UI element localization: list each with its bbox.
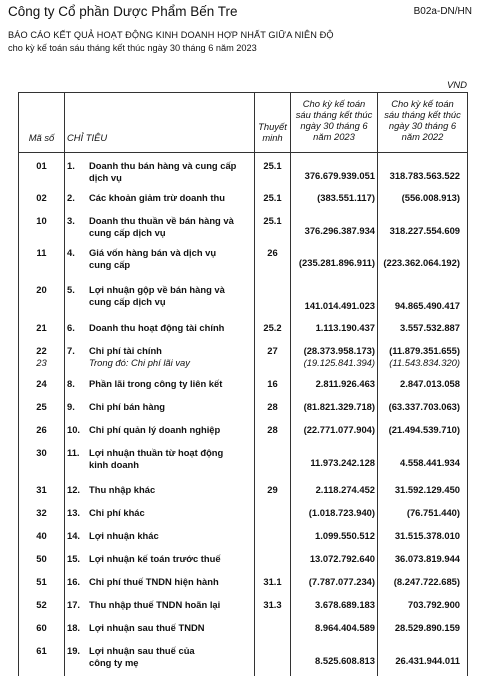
row-label-line: Lợi nhuận sau thuế của [89,645,195,656]
column-divider [377,93,378,676]
header-period-line: năm 2023 [313,131,355,142]
row-label-line: Doanh thu thuần về bán hàng và [89,215,234,226]
row-value-2023: 8.525.608.813 [315,655,375,666]
row-code: 52 [36,599,47,610]
row-label-line: Doanh thu hoạt động tài chính [89,322,225,333]
row-label [89,160,249,183]
row-number: 16. [67,576,81,587]
row-label [89,322,249,334]
row-note: 28 [267,424,278,435]
row-value-2022: 28.529.890.159 [394,622,460,633]
row-note: 28 [267,401,278,412]
row-note: 25.2 [263,322,282,333]
row-number: 14. [67,530,81,541]
row-value-2022: 94.865.490.417 [394,300,460,311]
row-number: 7. [67,345,75,356]
row-number: 12. [67,484,81,495]
row-label-line: Lợi nhuận khác [89,530,159,541]
row-value-2023: 3.678.689.183 [315,599,375,610]
row-code: 22 [36,345,47,356]
column-divider [254,93,255,676]
row-value-2022: 31.592.129.450 [394,484,460,495]
row-code: 20 [36,284,47,295]
row-code: 40 [36,530,47,541]
row-code: 50 [36,553,47,564]
row-label-line: Chi phí tài chính [89,345,162,356]
row-label-line: công ty mẹ [89,656,139,668]
row-label [89,553,249,565]
row-code: 10 [36,215,47,226]
row-value-2023: 1.113.190.437 [315,322,375,333]
row-number: 11. [67,447,80,458]
row-number: 3. [67,215,75,226]
row-number: 10. [67,424,81,435]
header-period-line: sáu tháng kết thúc [295,109,373,120]
row-value-2023: (81.821.329.718) [303,401,375,412]
row-label-line: cung cấp [89,258,131,270]
row-label-line: Chi phí quản lý doanh nghiệp [89,424,221,435]
row-label-line: Thu nhập thuế TNDN hoãn lại [89,599,221,610]
header-period-2022 [378,98,467,142]
row-value-2023: 11.973.242.128 [310,457,375,468]
row-code: 23 [36,357,47,368]
row-label [89,484,249,496]
column-divider [290,93,291,676]
row-label-line: cung cấp dịch vụ [89,295,166,307]
row-label-line: Doanh thu bán hàng và cung cấp [89,160,237,171]
row-note: 31.3 [263,599,282,610]
row-label-line: dịch vụ [89,171,122,183]
row-note: 31.1 [263,576,282,587]
row-code: 24 [36,378,47,389]
row-number: 13. [67,507,81,518]
row-value-2023: (22.771.077.904) [303,424,375,435]
row-value-2023: (7.787.077.234) [308,576,375,587]
header-item: CHỈ TIÊU [67,132,108,143]
document-reference: B02a-DN/HN [413,6,472,17]
row-label [89,447,249,470]
row-value-2023: (235.281.896.911) [298,257,375,268]
header-period-line: năm 2022 [401,131,444,142]
row-note: 25.1 [263,192,282,203]
row-label [89,215,249,238]
row-note: 29 [267,484,278,495]
header-note-line: minh [262,132,283,143]
row-value-2022: 31.515.378.010 [394,530,460,541]
row-label-line: Chi phí bán hàng [89,401,166,412]
row-note: 25.1 [263,215,282,226]
row-code: 31 [36,484,47,495]
row-value-2023: 376.296.387.934 [304,225,375,236]
row-value-2023: 1.099.550.512 [315,530,375,541]
row-number: 4. [67,247,75,258]
row-number: 5. [67,284,75,295]
row-label [89,284,249,307]
header-divider [19,152,467,153]
row-value-2023: 2.118.274.452 [315,484,375,495]
row-value-2022: 4.558.441.934 [400,457,460,468]
row-label-line: Các khoản giảm trừ doanh thu [89,192,225,203]
row-value-2022: (11.879.351.655) [389,345,460,356]
row-code: 51 [36,576,47,587]
row-number: 2. [67,192,75,203]
row-label-line: Thu nhập khác [89,484,156,495]
row-label [89,401,249,413]
row-value-2022: (8.247.722.685) [393,576,460,587]
row-label [89,645,249,668]
row-value-2022: 2.847.013.058 [400,378,460,389]
row-label [89,530,249,542]
row-value-2022: (11.543.834.320) [389,357,460,368]
row-number: 8. [67,378,75,389]
row-code: 26 [36,424,47,435]
header-note [255,121,290,143]
row-value-2023: (1.018.723.940) [308,507,375,518]
row-label-line: Lợi nhuận gộp về bán hàng và [89,284,225,295]
row-label [89,357,259,369]
row-code: 60 [36,622,47,633]
row-note: 25.1 [263,160,282,171]
row-code: 61 [36,645,47,656]
row-label-line: Trong đó: Chi phí lãi vay [89,357,190,368]
row-label [89,576,249,588]
row-code: 21 [36,322,47,333]
row-label-line: Giá vốn hàng bán và dịch vụ [89,247,217,258]
row-number: 1. [67,160,75,171]
row-value-2023: 13.072.792.640 [309,553,375,564]
header-code: Mã số [28,132,55,143]
row-label-line: cung cấp dịch vụ [89,226,166,238]
row-number: 15. [67,553,81,564]
row-value-2022: (63.337.703.063) [388,401,460,412]
currency-label: VND [446,80,467,91]
row-label [89,424,249,436]
row-value-2023: 2.811.926.463 [315,378,375,389]
row-code: 25 [36,401,47,412]
row-number: 9. [67,401,75,412]
row-value-2022: 26.431.944.011 [395,655,460,666]
column-divider [64,93,65,676]
row-value-2022: (21.494.539.710) [388,424,460,435]
income-statement-table [18,92,468,676]
header-period-line: Cho kỳ kế toán [391,98,454,109]
header-period-line: sáu tháng kết thúc [384,109,461,120]
header-period-line: ngày 30 tháng 6 [300,120,368,131]
row-number: 17. [67,599,81,610]
row-number: 6. [67,322,75,333]
row-value-2022: (223.362.064.192) [383,257,460,268]
row-value-2022: 36.073.819.944 [394,553,460,564]
row-label [89,345,249,357]
header-period-line: ngày 30 tháng 6 [388,120,457,131]
report-period: cho kỳ kế toán sáu tháng kết thúc ngày 30 tháng 6 năm 2023 [8,43,257,53]
row-number: 19. [67,645,81,656]
row-label-line: kinh doanh [89,458,139,470]
row-label-line: Phần lãi trong công ty liên kết [89,378,223,389]
header-period-2023 [291,98,377,142]
row-value-2023: (28.373.958.173) [303,345,375,356]
report-title: BÁO CÁO KẾT QUẢ HOẠT ĐỘNG KINH DOANH HỢP NHẤT GIỮA NIÊN ĐỘ [8,30,334,40]
row-code: 02 [36,192,47,203]
row-label-line: Chi phí thuế TNDN hiện hành [89,576,219,587]
row-note: 16 [267,378,278,389]
row-label [89,507,249,519]
row-label [89,192,249,204]
row-value-2022: 703.792.900 [407,599,460,610]
row-number: 18. [67,622,81,633]
company-name: Công ty Cổ phần Dược Phẩm Bến Tre [8,4,238,19]
row-value-2023: (19.125.841.394) [303,357,375,368]
header-period-line: Cho kỳ kế toán [302,98,366,109]
row-label [89,622,249,634]
row-code: 01 [36,160,47,171]
row-label-line: Lợi nhuận sau thuế TNDN [89,622,205,633]
row-code: 32 [36,507,47,518]
row-value-2022: 318.227.554.609 [389,225,460,236]
row-note: 27 [267,345,278,356]
row-code: 11 [36,247,47,258]
row-label-line: Lợi nhuận kế toán trước thuế [89,553,221,564]
row-value-2022: 3.557.532.887 [400,322,460,333]
row-label [89,378,249,390]
row-code: 30 [36,447,47,458]
row-note: 26 [267,247,278,258]
row-label [89,247,249,270]
header-note-line: Thuyết [258,121,287,132]
row-value-2022: (556.008.913) [401,192,460,203]
row-label-line: Chi phí khác [89,507,145,518]
row-value-2022: (76.751.440) [406,507,460,518]
row-value-2023: (383.551.117) [317,192,375,203]
row-label-line: Lợi nhuận thuần từ hoạt động [89,447,224,458]
row-label [89,599,249,611]
row-value-2023: 8.964.404.589 [315,622,375,633]
row-value-2022: 318.783.563.522 [389,170,460,181]
row-value-2023: 141.014.491.023 [304,300,375,311]
row-value-2023: 376.679.939.051 [304,170,375,181]
